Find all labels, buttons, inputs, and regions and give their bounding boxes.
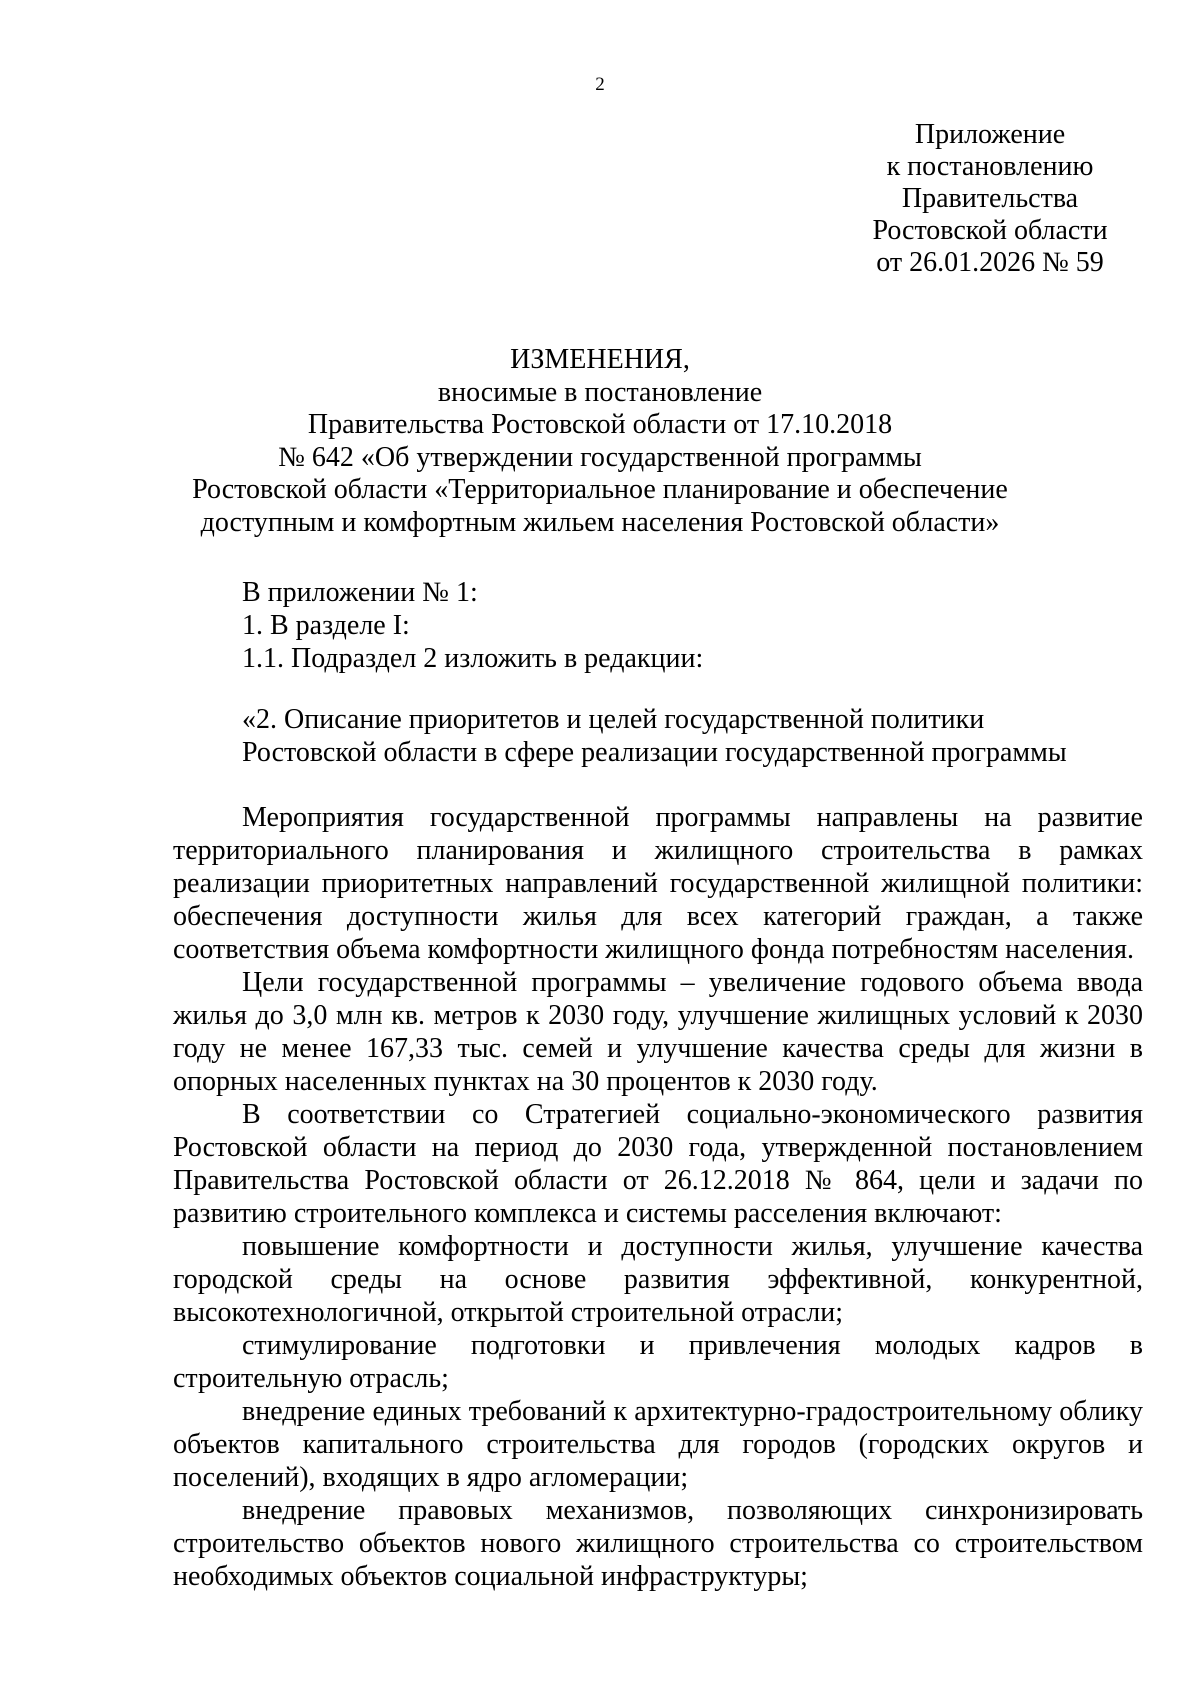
section-heading-line: «2. Описание приоритетов и целей государственной политики (242, 704, 985, 735)
title-line: Правительства Ростовской области от 17.10.2018 (307, 409, 893, 440)
title-heading: ИЗМЕНЕНИЯ, (510, 344, 690, 375)
appendix-line: к постановлению (886, 151, 1094, 182)
title-line: Ростовской области «Территориальное планирование и обеспечение (192, 474, 1008, 505)
intro-line: 1.1. Подраздел 2 изложить в редакции: (242, 643, 704, 674)
paragraph: внедрение единых требований к архитектурно-градостроительному облику объектов капитального строительства для городов (городских округов и поселений), входящих в ядро агломерации; (173, 1396, 1143, 1493)
paragraph: повышение комфортности и доступности жилья, улучшение качества городской среды на основе развития эффективной, конкурентной, высокотехнологичной, открытой строительной отрасли; (173, 1231, 1143, 1328)
section-heading (242, 703, 1122, 769)
appendix-line: от 26.01.2026 № 59 (876, 247, 1104, 278)
document-title (150, 344, 1050, 539)
appendix-line: Приложение (914, 119, 1066, 150)
intro-block (242, 576, 1092, 675)
appendix-line: Ростовской области (872, 215, 1108, 246)
page-number: 2 (595, 74, 605, 95)
body-text (173, 801, 1143, 1593)
paragraph: Цели государственной программы – увеличение годового объема ввода жилья до 3,0 млн кв. метров к 2030 году, улучшение жилищных условий к 2030 году не менее 167,33 тыс. семей и улучшение качества среды для жизни в опорных населенных пунктах на 30 процентов к 2030 году. (173, 967, 1143, 1097)
intro-line: 1. В разделе I: (242, 610, 410, 641)
title-line: вносимые в постановление (437, 376, 763, 408)
title-line: № 642 «Об утверждении государственной программы (278, 441, 922, 473)
appendix-block (840, 119, 1140, 279)
paragraph: внедрение правовых механизмов, позволяющих синхронизировать строительство объектов нового жилищного строительства со строительством необходимых объектов социальной инфраструктуры; (173, 1495, 1143, 1592)
intro-line: В приложении № 1: (242, 577, 478, 608)
paragraph: Мероприятия государственной программы направлены на развитие территориального планирования и жилищного строительства в рамках реализации приоритетных направлений государственной жилищной политики: обеспечения доступности жилья для всех категорий граждан, а также соответствия объема комфортности жилищного фонда потребностям населения. (173, 802, 1143, 965)
title-line: доступным и комфортным жильем населения Ростовской области» (200, 506, 1000, 538)
section-heading-line: Ростовской области в сфере реализации государственной программы (242, 737, 1067, 768)
appendix-line: Правительства (901, 183, 1079, 214)
paragraph: стимулирование подготовки и привлечения молодых кадров в строительную отрасль; (173, 1330, 1143, 1394)
paragraph: В соответствии со Стратегией социально-экономического развития Ростовской области на период до 2030 года, утвержденной постановлением Правительства Ростовской области от 26.12.2018 № 864, цели и задачи по развитию строительного комплекса и системы расселения включают: (173, 1099, 1143, 1229)
